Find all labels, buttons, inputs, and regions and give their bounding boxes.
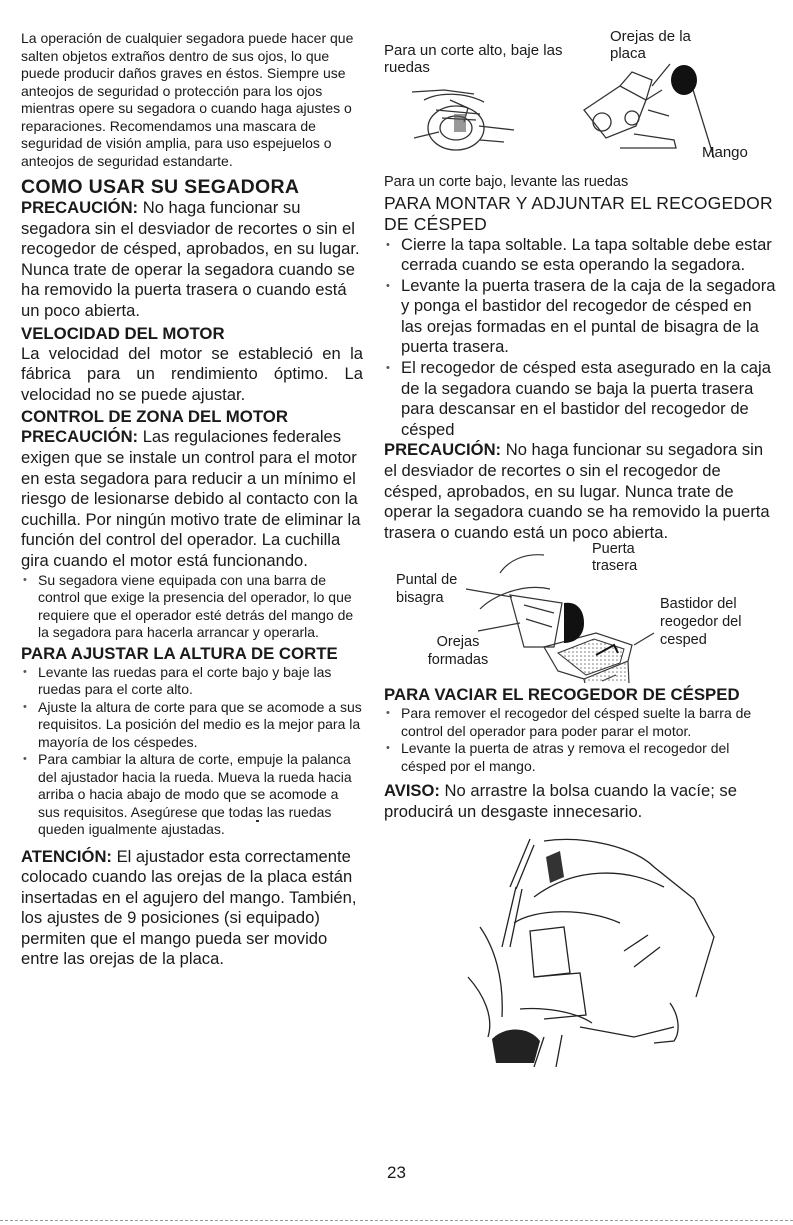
list-item: • Levante las ruedas para el corte bajo y baje las ruedas para el corte alto. — [21, 664, 363, 699]
heading-vaciar-recogedor: PARA VACIAR EL RECOGEDOR DE CÉSPED — [384, 685, 740, 705]
figure-wheel-height — [384, 30, 776, 168]
left-column — [21, 30, 363, 970]
precaucion-label: PRECAUCIÓN: — [21, 198, 139, 217]
heading-como-usar: COMO USAR SU SEGADORA — [21, 176, 300, 198]
precaucion-text: No haga funcionar su segadora sin el desviador de recortes o sin el recogedor de césped, aprobados, en su lugar. Nunca trate de operar la segadora cuando se ha removido la puerta trasera o cuando está un poco abierta. — [384, 440, 770, 542]
heading-ajustar-altura: PARA AJUSTAR LA ALTURA DE CORTE — [21, 643, 338, 663]
page-bottom-rule — [0, 1220, 793, 1221]
list-item: • Cierre la tapa soltable. La tapa soltable debe estar cerrada cuando se esta operando la segadora. — [384, 235, 776, 276]
page-number: 23 — [387, 1163, 406, 1182]
label-mango: Mango — [702, 144, 748, 161]
precaucion-label: PRECAUCIÓN: — [384, 440, 502, 460]
label-puntal-bisagra: Puntal de bisagra — [396, 572, 458, 607]
control-bullets — [21, 572, 363, 642]
precaucion-text: Las regulaciones federales exigen que se instale un control para el motor en esta segadora para reducir a un mínimo el riesgo de lesionarse debido al contacto con la cuchilla. Por ningún motivo trate de eliminar la función del control del operador. La cuchilla gira cuando el motor está funcionando. — [21, 427, 361, 570]
precaucion-control — [21, 427, 363, 571]
label-corte-alto: Para un corte alto, baje las ruedas — [384, 42, 563, 76]
list-item: • Su segadora viene equipada con una barra de control que exige la presencia del operador, lo que requiere que el operador esté detrás del mango de la segadora para hacerla arrancar y operarla. — [21, 572, 363, 642]
heading-control-zona: CONTROL DE ZONA DEL MOTOR — [21, 407, 288, 427]
label-orejas-placa: Orejas de la placa — [610, 28, 691, 62]
figure-bag-attachment — [384, 543, 776, 683]
list-item: • Levante la puerta trasera de la caja de la segadora y ponga el bastidor del recogedor de césped en las orejas formadas en el puntal de bisagra de la puerta trasera. — [384, 276, 776, 358]
right-column — [384, 30, 776, 1067]
intro-paragraph: La operación de cualquier segadora puede hacer que salten objetos extraños dentro de sus ojos, lo que puede producir daños graves en éstos. Siempre use anteojos de seguridad o protección para los ojos mientras opere su segadora o cuando haga ajustes o reparaciones. Recomendamos una mascara de seguridad de visión amplia, para uso espejuelos o anteojos de seguridad estandarte. — [21, 30, 354, 169]
altura-bullets — [21, 664, 363, 839]
vaciar-bullets — [384, 705, 776, 775]
list-item: • Para cambiar la altura de corte, empuje la palanca del ajustador hacia la rueda. Mueva la rueda hacia arriba o hacia abajo de modo que se acomode a sus requisitos. Asegúrese que todas las ruedas queden igualmente ajustadas. — [21, 751, 363, 839]
label-bastidor: Bastidor del reogedor del cesped — [660, 596, 742, 649]
list-item: • El recogedor de césped esta asegurado en la caja de la segadora cuando se baja la puerta trasera para descansar en el bastidor del recogedor de césped — [384, 358, 776, 440]
list-item: • Ajuste la altura de corte para que se acomode a sus requisitos. La posición del medio es la mejor para la mayoría de los céspedes. — [21, 699, 363, 752]
atencion-text: El ajustador esta correctamente colocado cuando las orejas de la placa están insertadas en el agujero del mango. También, los ajustes de 9 posiciones (si equipado) permiten que el mango pueda ser movido entre las orejas de la placa. — [21, 846, 357, 969]
atencion-paragraph — [21, 847, 363, 971]
aviso-paragraph — [384, 781, 776, 822]
label-orejas-formadas: Orejas formadas — [427, 634, 489, 669]
stray-mark — [256, 820, 259, 822]
precaucion-text: No haga funcionar su segadora sin el desviador de recortes o sin el recogedor de césped, aprobados, en su lugar. Nunca trate de operar la segadora cuando se ha removido la puerta trasera o cuando está un poco abierta. — [21, 198, 360, 320]
heading-velocidad: VELOCIDAD DEL MOTOR — [21, 323, 225, 343]
list-item: • Levante la puerta de atras y remova el recogedor del césped por el mango. — [384, 740, 776, 775]
wheel-icon — [492, 1029, 540, 1063]
precaucion-label: PRECAUCIÓN: — [21, 427, 139, 447]
atencion-label: ATENCIÓN: — [21, 846, 112, 866]
heading-montar-recogedor: PARA MONTAR Y ADJUNTAR EL RECOGEDOR DE CÉSPED — [384, 192, 773, 234]
label-puerta-trasera: Puerta trasera — [592, 541, 638, 575]
precaucion-recogedor — [384, 440, 776, 543]
aviso-text: No arrastre la bolsa cuando la vacíe; se producirá un desgaste innecesario. — [384, 781, 737, 821]
label-corte-bajo: Para un corte bajo, levante las ruedas — [384, 174, 629, 190]
aviso-label: AVISO: — [384, 781, 440, 801]
empty-bag-illustration — [384, 827, 776, 1067]
velocidad-paragraph: La velocidad del motor se estableció en la fábrica para un rendimiento óptimo. La velocidad no se puede ajustar. — [21, 343, 363, 404]
list-item: • Para remover el recogedor del césped suelte la barra de control del operador para poder parar el motor. — [384, 705, 776, 740]
figure-empty-bag — [384, 827, 776, 1067]
montar-bullets — [384, 235, 776, 441]
handle-knob-icon — [671, 65, 697, 95]
precaucion-como-usar — [21, 198, 363, 322]
